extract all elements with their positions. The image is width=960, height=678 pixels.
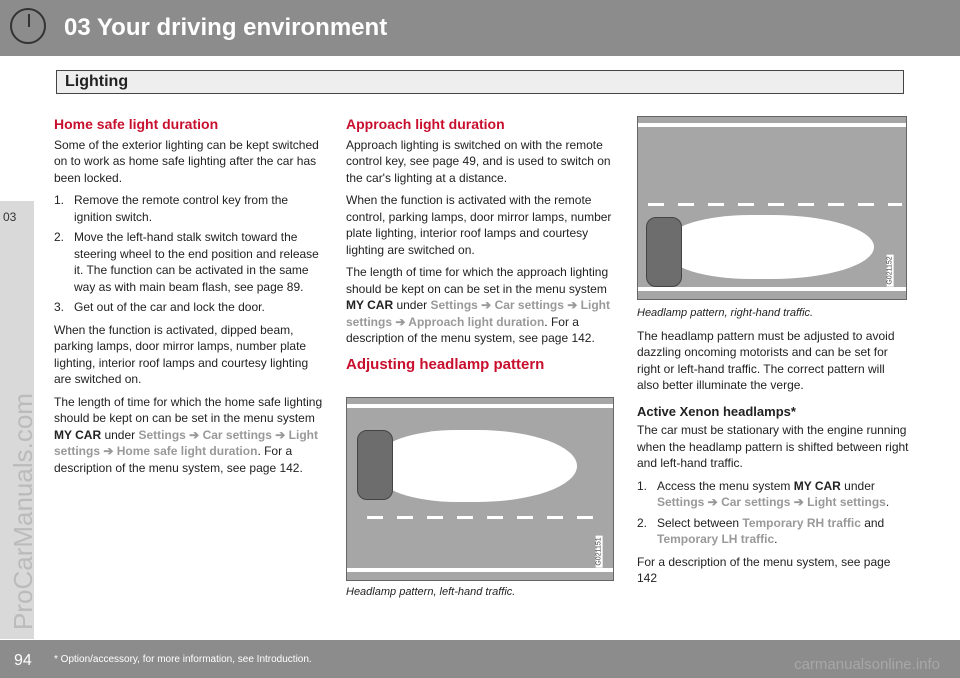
xenon-p2: The car must be stationary with the engine running when the headlamp pattern is shifted between right and left-hand traffic. xyxy=(637,423,909,470)
chapter-header xyxy=(0,0,960,56)
side-watermark: ProCarManuals.com xyxy=(8,393,38,630)
heading-approach: Approach light duration xyxy=(346,116,505,132)
step-item: 1. Access the menu system MY CAR under Settings ➔ Car settings ➔ Light settings. xyxy=(637,478,890,509)
chapter-title: 03 Your driving environment xyxy=(64,14,388,41)
page-number: 94 xyxy=(14,652,32,669)
car-icon xyxy=(357,430,393,500)
chapter-tab-number: 03 xyxy=(3,210,17,224)
page-footer xyxy=(0,640,960,678)
figure-code: G021152 xyxy=(886,256,894,285)
xenon-p3: For a description of the menu system, see page 142 xyxy=(637,554,891,585)
section-title: Lighting xyxy=(65,73,129,90)
xenon-steps xyxy=(637,478,909,548)
home-safe-steps xyxy=(54,192,324,316)
step-item: 3. Get out of the car and lock the door. xyxy=(54,300,265,314)
approach-p3: The length of time for which the approach lighting should be kept on can be set in the menu system MY CAR under Settings ➔ Car settings ➔ Light settings ➔ Approach light duration. For a description of the menu system, see page 142. xyxy=(346,265,610,345)
headlamp-beam xyxy=(668,215,874,279)
caption-left-hand: Headlamp pattern, left-hand traffic. xyxy=(346,586,516,598)
home-safe-para3: The length of time for which the home safe lighting should be kept on can be set in the menu system MY CAR under Settings ➔ Car settings ➔ Light settings ➔ Home safe light duration. For a description of the menu system, see page 142. xyxy=(54,394,323,475)
approach-p1: Approach lighting is switched on with the remote control key, see page 49, and is used to switch on the car's lighting at a distance. xyxy=(346,137,611,185)
caption-right-hand: Headlamp pattern, right-hand traffic. xyxy=(637,307,814,319)
step-item: 2. Move the left-hand stalk switch toward the steering wheel to the end position and release it. The function can be activated in the same way as with main beam flash, see page 89. xyxy=(54,230,319,294)
column-approach xyxy=(346,116,612,381)
column-headlamp xyxy=(637,305,909,593)
approach-p2: When the function is activated with the remote control, parking lamps, door mirror lamps, number plate lighting, interior roof lamps and courtesy lighting are switched on. xyxy=(346,193,612,257)
footnote: * Option/accessory, for more information, see Introduction. xyxy=(54,654,312,665)
section-bar xyxy=(56,70,904,94)
headlamp-p1: The headlamp pattern must be adjusted to avoid dazzling oncoming motorists and can be set for right or left-hand traffic. The correct pattern will also better illuminate the verge. xyxy=(637,328,895,392)
column-home-safe xyxy=(54,116,324,482)
heading-adjusting: Adjusting headlamp pattern xyxy=(346,355,545,373)
step-item: 1. Remove the remote control key from the ignition switch. xyxy=(54,193,289,224)
home-safe-para2: When the function is activated, dipped beam, parking lamps, door mirror lamps, number plate lighting, interior roof lamps and courtesy lighting are switched on. xyxy=(54,322,309,386)
step-item: 2. Select between Temporary RH traffic and Temporary LH traffic. xyxy=(637,515,885,546)
home-safe-intro: Some of the exterior lighting can be kept switched on to work as home safe lighting after the car has been locked. xyxy=(54,137,319,185)
footer-watermark: carmanualsonline.info xyxy=(794,656,940,673)
figure-left-hand-traffic xyxy=(346,397,614,581)
figure-right-hand-traffic xyxy=(637,116,907,300)
heading-active-xenon: Active Xenon headlamps* xyxy=(637,403,796,419)
heading-home-safe: Home safe light duration xyxy=(54,116,219,132)
car-icon xyxy=(646,217,682,287)
figure-code: G021151 xyxy=(595,537,603,566)
headlamp-beam xyxy=(377,430,577,502)
speedometer-icon xyxy=(10,8,46,44)
